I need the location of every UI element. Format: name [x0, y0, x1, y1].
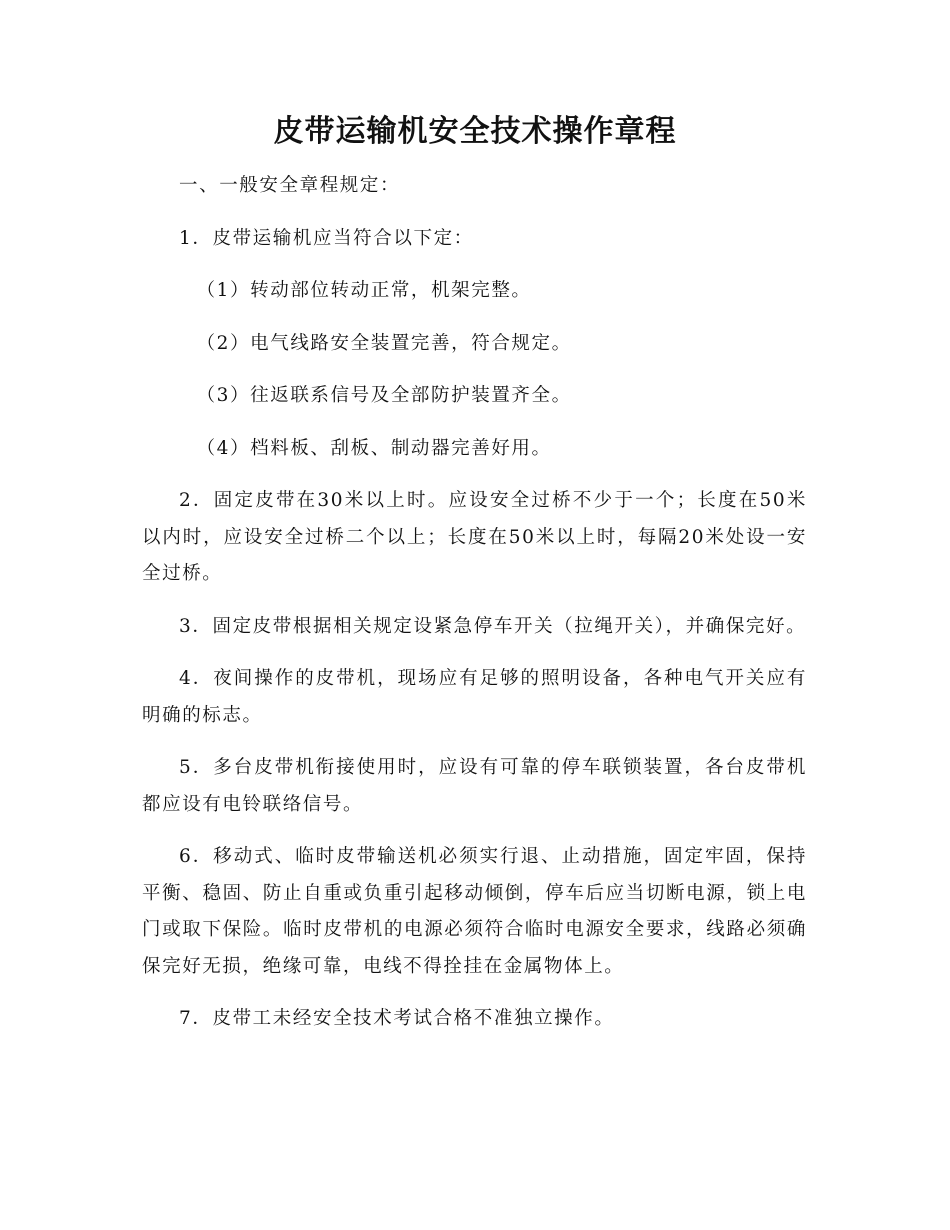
document-title: 皮带运输机安全技术操作章程 — [273, 114, 677, 149]
subitem-4: （4）档料板、刮板、制动器完善好用。 — [196, 437, 552, 459]
subitem-2: （2）电气线路安全装置完善，符合规定。 — [196, 332, 572, 354]
section-heading: 一、一般安全章程规定： — [179, 175, 401, 196]
item-6: 6．移动式、临时皮带输送机必须实行退、止动措施，固定牢固，保持平衡、稳固、防止自重或负重引起移动倾倒，停车后应当切断电源，锁上电门或取下保险。临时皮带机的电源必须符合临时电源安全要求，线路必须确保完好无损，绝缘可靠，电线不得拴挂在金属物体上。 — [142, 846, 807, 977]
subitem-1: （1）转动部位转动正常，机架完整。 — [196, 280, 532, 301]
document-body — [142, 168, 807, 1054]
subitem-3: （3）往返联系信号及全部防护装置齐全。 — [196, 385, 572, 406]
item-1: 1．皮带运输机应当符合以下定： — [179, 227, 474, 249]
item-5: 5．多台皮带机衔接使用时，应设有可靠的停车联锁装置，各台皮带机都应设有电铃联络信号。 — [142, 757, 807, 815]
item-2: 2．固定皮带在30米以上时。应设安全过桥不少于一个；长度在50米以内时，应设安全过桥二个以上；长度在50米以上时，每隔20米处设一安全过桥。 — [142, 490, 807, 584]
item-4: 4．夜间操作的皮带机，现场应有足够的照明设备，各种电气开关应有明确的标志。 — [142, 668, 807, 726]
item-3: 3．固定皮带根据相关规定设紧急停车开关（拉绳开关），并确保完好。 — [179, 615, 807, 637]
item-7: 7．皮带工未经安全技术考试合格不准独立操作。 — [179, 1008, 615, 1029]
